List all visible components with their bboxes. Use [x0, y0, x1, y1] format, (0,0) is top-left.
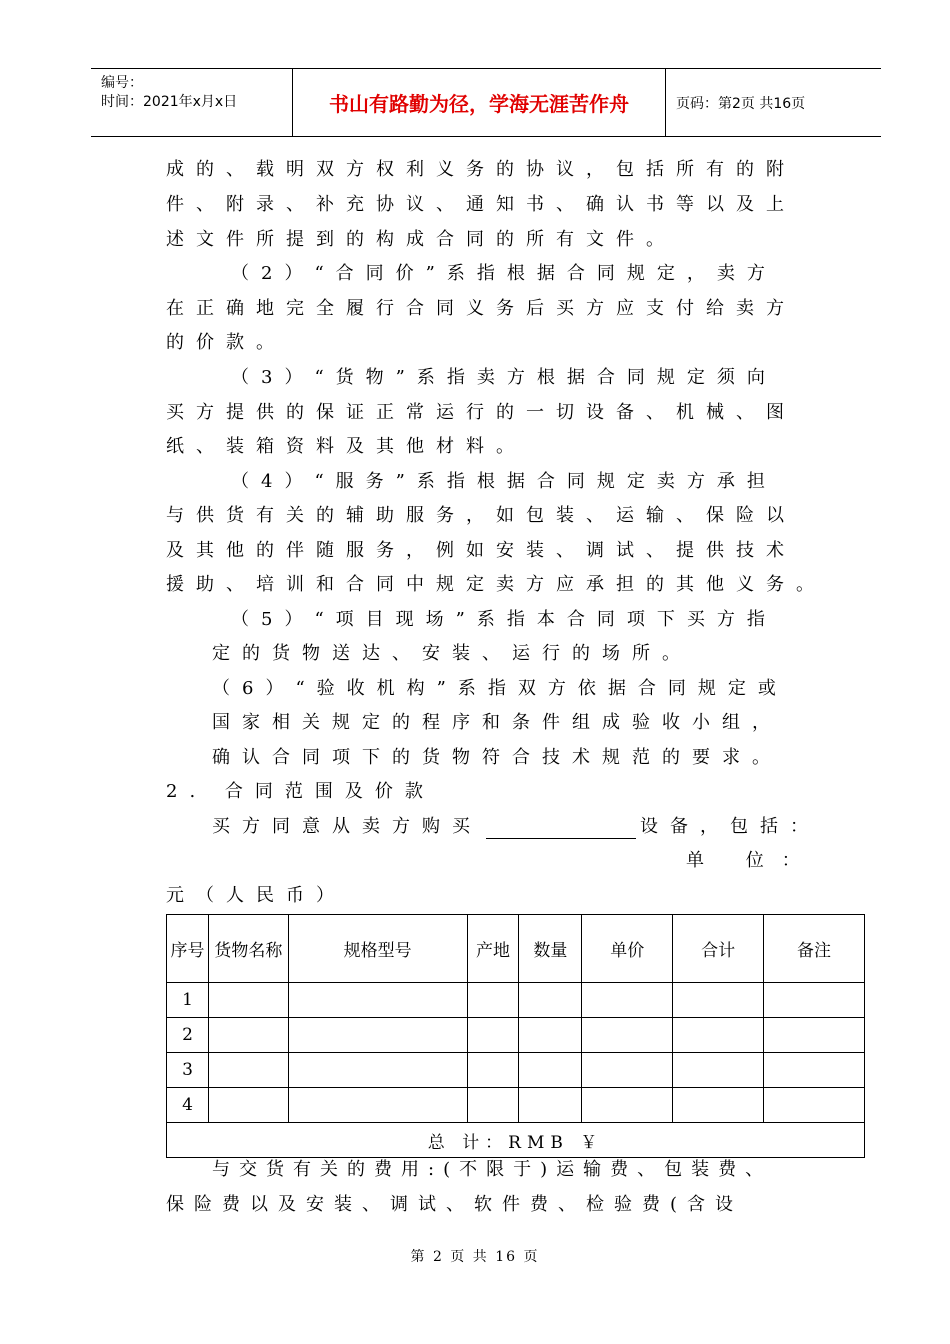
body-line: 与交货有关的费用:(不限于)运输费、包装费、	[212, 1159, 773, 1180]
row-index: 4	[167, 1088, 209, 1123]
header-page-label: 页码：第2页 共16页	[676, 95, 806, 112]
body-line: 的价款。	[166, 332, 286, 353]
page-header	[91, 68, 881, 137]
row-index: 1	[167, 983, 209, 1018]
table-header-row	[167, 915, 865, 983]
body-line: 定的货物送达、安装、运行的场所。	[212, 643, 692, 664]
currency-label: 元（人民币）	[166, 885, 346, 906]
body-line: 国家相关规定的程序和条件组成验收小组，	[212, 712, 782, 733]
number-label: 编号：	[101, 75, 143, 91]
time-label: 时间：2021年x月x日	[101, 94, 238, 110]
table-row	[167, 1088, 865, 1123]
total-label: 总 计：RMB ￥	[167, 1123, 865, 1158]
table-total-row	[167, 1123, 865, 1158]
purchase-prefix: 买方同意从卖方购买	[212, 816, 482, 837]
body-line: （2）“合同价”系指根据合同规定，卖方	[231, 263, 777, 284]
header-cell-index: 序号	[167, 915, 209, 983]
header-cell-name: 货物名称	[208, 915, 288, 983]
equipment-blank	[486, 820, 636, 839]
unit-label: 单 位：	[686, 850, 818, 871]
body-line: 在正确地完全履行合同义务后买方应支付给卖方	[166, 298, 796, 319]
table-row	[167, 1018, 865, 1053]
table-row	[167, 1053, 865, 1088]
body-line: 件、附录、补充协议、通知书、确认书等以及上	[166, 194, 796, 215]
header-meta	[91, 69, 293, 136]
header-cell-subtotal: 合计	[673, 915, 764, 983]
body-line: 成的、载明双方权利义务的协议，包括所有的附	[166, 159, 796, 180]
header-cell-origin: 产地	[467, 915, 519, 983]
purchase-suffix: 设备，包括：	[640, 816, 820, 837]
body-line: 述文件所提到的构成合同的所有文件。	[166, 229, 676, 250]
body-line: 援助、培训和合同中规定卖方应承担的其他义务。	[166, 574, 826, 595]
body-line: 纸、装箱资料及其他材料。	[166, 436, 526, 457]
page-footer: 第 2 页 共 16 页	[410, 1249, 540, 1265]
body-line: （3）“货物”系指卖方根据合同规定须向	[231, 367, 777, 388]
header-motto: 书山有路勤为径，学海无涯苦作舟	[293, 69, 666, 136]
body-line: 及其他的伴随服务，例如安装、调试、提供技术	[166, 540, 796, 561]
goods-table	[166, 914, 865, 1158]
body-line: 保险费以及安装、调试、软件费、检验费(含设	[166, 1194, 744, 1215]
body-line: （4）“服务”系指根据合同规定卖方承担	[231, 471, 777, 492]
row-index: 3	[167, 1053, 209, 1088]
row-index: 2	[167, 1018, 209, 1053]
header-cell-remarks: 备注	[764, 915, 865, 983]
table-row	[167, 983, 865, 1018]
body-line: 买方提供的保证正常运行的一切设备、机械、图	[166, 402, 796, 423]
body-line: 确认合同项下的货物符合技术规范的要求。	[212, 747, 782, 768]
body-line: （5）“项目现场”系指本合同项下买方指	[231, 609, 777, 630]
header-cell-unit-price: 单价	[582, 915, 673, 983]
section-heading: 2. 合同范围及价款	[166, 781, 435, 802]
purchase-line	[212, 815, 820, 839]
body-line: 与供货有关的辅助服务，如包装、运输、保险以	[166, 505, 796, 526]
header-cell-model: 规格型号	[288, 915, 467, 983]
body-line: （6）“验收机构”系指双方依据合同规定或	[212, 678, 788, 699]
header-cell-quantity: 数量	[519, 915, 582, 983]
